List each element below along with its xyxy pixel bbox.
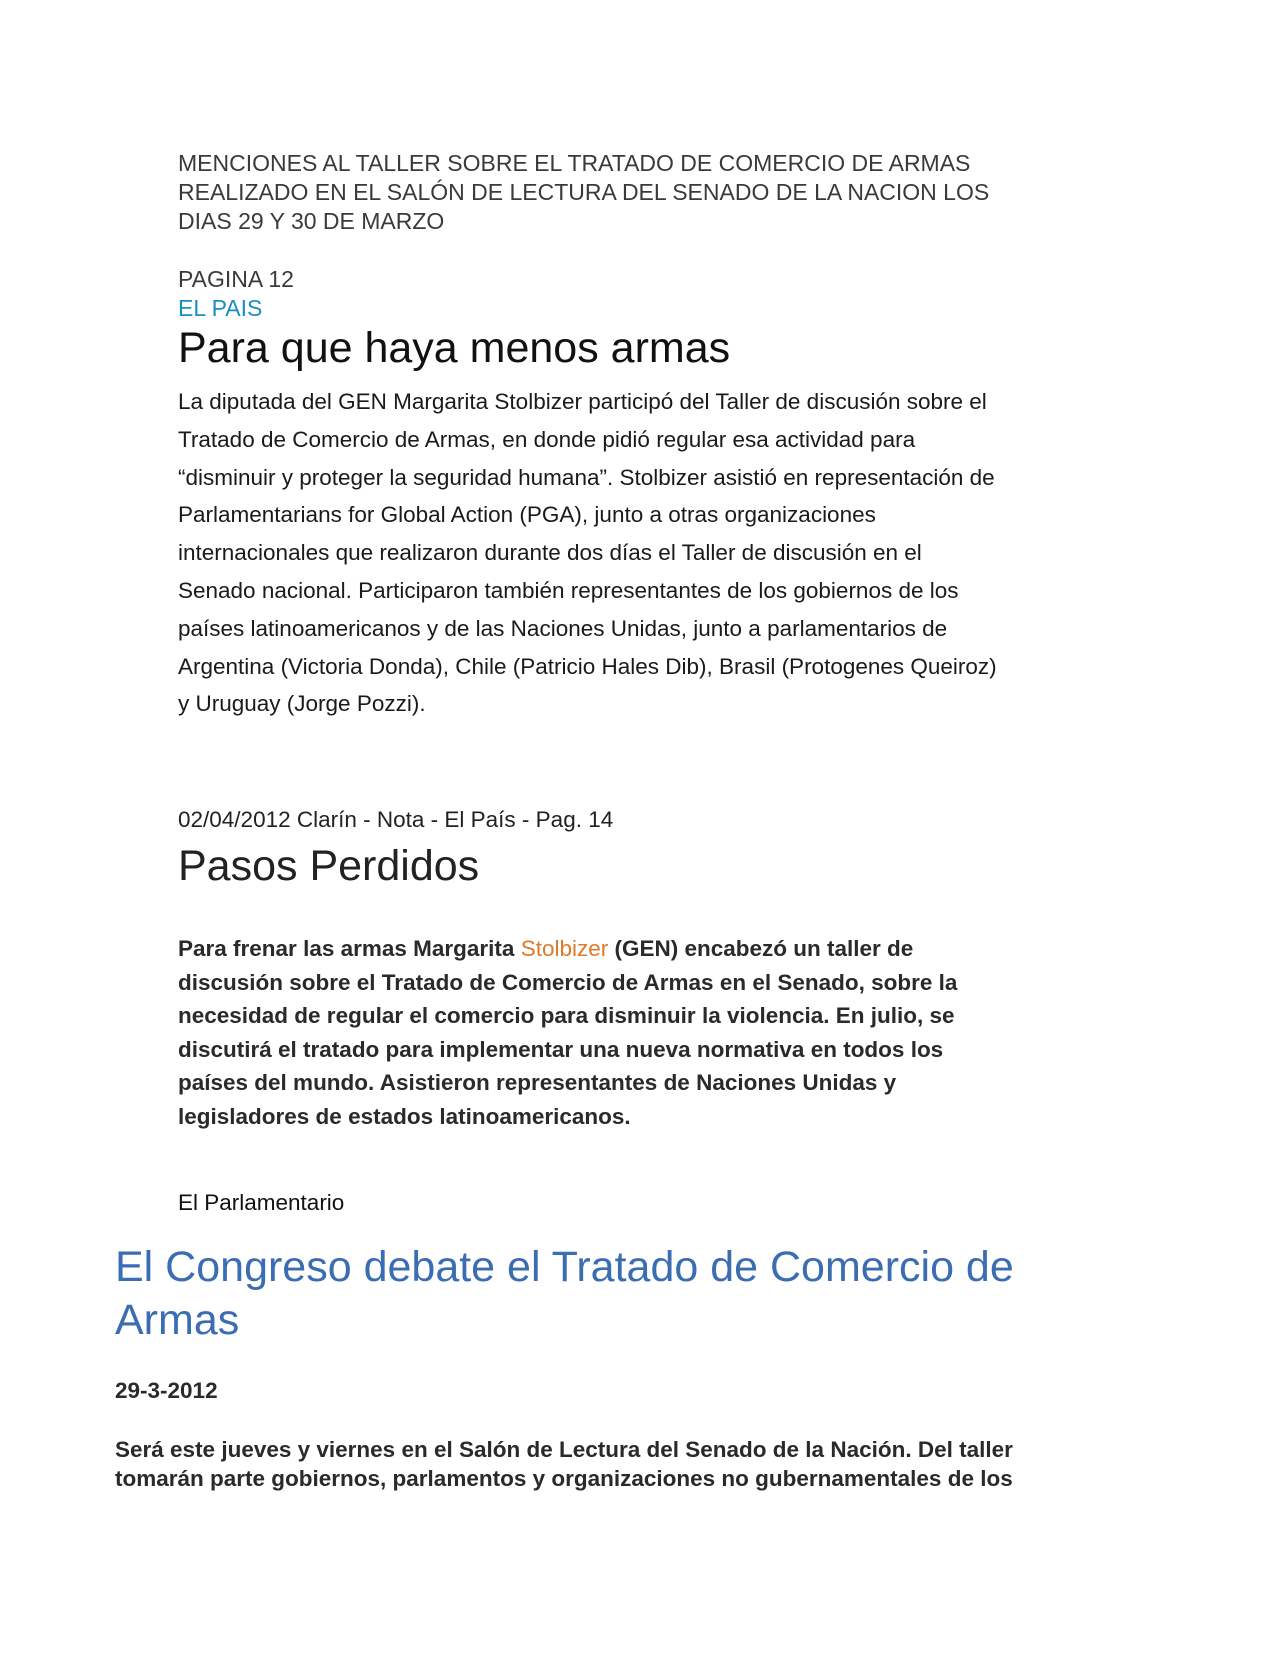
body-line: legisladores de estados latinoamericanos. xyxy=(178,1103,631,1129)
document-title xyxy=(178,149,989,236)
headline-line: El Congreso debate el Tratado de Comercio de xyxy=(115,1243,1014,1291)
article3-date: 29-3-2012 xyxy=(115,1378,218,1403)
text: (GEN) encabezó un taller de xyxy=(608,936,914,961)
article2-headline: Pasos Perdidos xyxy=(178,842,480,890)
article1-section: EL PAIS xyxy=(178,295,263,321)
body-line: necesidad de regular el comercio para disminuir la violencia. En julio, se xyxy=(178,1003,955,1029)
article3-source: El Parlamentario xyxy=(178,1190,345,1215)
body-line: Tratado de Comercio de Armas, en donde pidió regular esa actividad para xyxy=(178,426,916,452)
article1-body xyxy=(178,383,997,723)
body-line: discutirá el tratado para implementar una nueva normativa en todos los xyxy=(178,1036,944,1062)
body-line: Senado nacional. Participaron también representantes de los gobiernos de los xyxy=(178,577,959,603)
text: Para frenar las armas Margarita xyxy=(178,936,521,961)
body-line: y Uruguay (Jorge Pozzi). xyxy=(178,691,426,717)
body-line: internacionales que realizaron durante dos días el Taller de discusión en el xyxy=(178,540,922,566)
title-line: MENCIONES AL TALLER SOBRE EL TRATADO DE COMERCIO DE ARMAS xyxy=(178,150,971,176)
title-line: REALIZADO EN EL SALÓN DE LECTURA DEL SENADO DE LA NACION LOS xyxy=(178,179,990,205)
title-line: DIAS 29 Y 30 DE MARZO xyxy=(178,208,445,234)
highlighted-name-link[interactable]: Stolbizer xyxy=(520,936,609,961)
body-line: tomarán parte gobiernos, parlamentos y organizaciones no gubernamentales de los xyxy=(115,1466,1013,1491)
body-line: Será este jueves y viernes en el Salón de Lectura del Senado de la Nación. Del taller xyxy=(115,1437,1013,1462)
article2-body xyxy=(178,932,957,1134)
article3-headline xyxy=(115,1241,1014,1347)
article3-body xyxy=(115,1435,1013,1493)
body-line: países del mundo. Asistieron representantes de Naciones Unidas y xyxy=(178,1070,897,1096)
body-line: La diputada del GEN Margarita Stolbizer participó del Taller de discusión sobre el xyxy=(178,389,987,414)
body-line: Argentina (Victoria Donda), Chile (Patricio Hales Dib), Brasil (Protogenes Queiroz) xyxy=(178,653,997,679)
body-line: discusión sobre el Tratado de Comercio de Armas en el Senado, sobre la xyxy=(178,969,958,995)
headline-line: Armas xyxy=(115,1296,240,1344)
body-line xyxy=(178,932,957,966)
article2-meta: 02/04/2012 Clarín - Nota - El País - Pag. 14 xyxy=(178,807,614,832)
body-line: Parlamentarians for Global Action (PGA), junto a otras organizaciones xyxy=(178,502,876,528)
body-line: países latinoamericanos y de las Naciones Unidas, junto a parlamentarios de xyxy=(178,615,948,641)
body-line: “disminuir y proteger la seguridad humana”. Stolbizer asistió en representación de xyxy=(178,464,995,490)
article1-source: PAGINA 12 xyxy=(178,266,294,292)
article1-headline: Para que haya menos armas xyxy=(178,324,731,372)
